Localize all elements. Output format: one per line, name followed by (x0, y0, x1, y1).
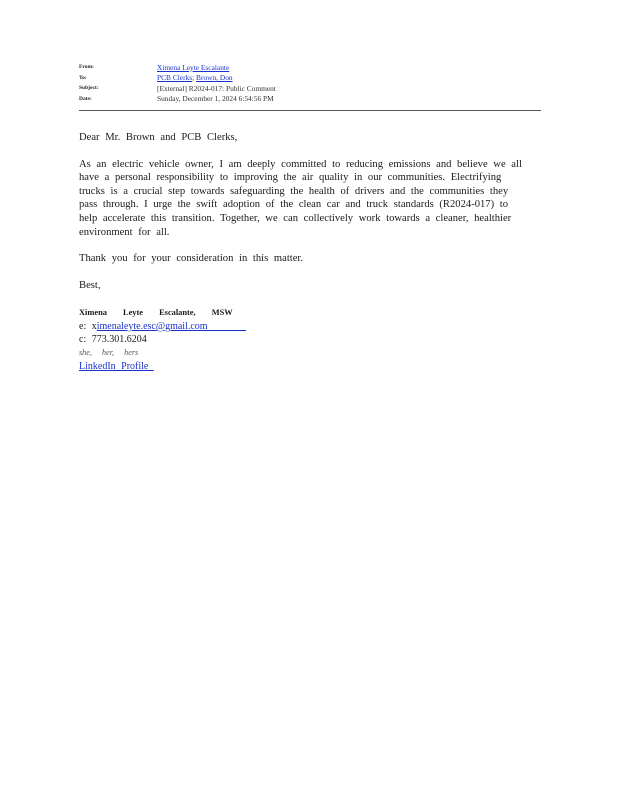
subject-label: Subject: (79, 85, 99, 92)
to-link-brown-don[interactable]: Brown, Don (196, 73, 233, 83)
from-link[interactable]: Ximena Leyte Escalante (157, 62, 230, 72)
header-divider (79, 110, 541, 111)
to-label: To: (79, 74, 87, 81)
thanks-line: Thank you for your consideration in this matter. (79, 253, 304, 265)
paragraph-line: environment for all. (79, 226, 170, 238)
paragraph-line: As an electric vehicle owner, I am deeply committed to reducing emissions and believe we all (79, 158, 522, 170)
subject-value: [External] R2024-017: Public Comment (157, 83, 276, 93)
header-date-row (79, 94, 541, 105)
signature-block (79, 306, 541, 372)
from-label: From: (79, 64, 94, 71)
date-value: Sunday, December 1, 2024 6:54:56 PM (157, 94, 274, 104)
to-separator: ; (192, 73, 195, 83)
paragraph-line: trucks is a crucial step towards safeguarding the health of drivers and the communities they (79, 185, 509, 197)
linkedin-profile-link[interactable]: LinkedIn Profile (79, 360, 149, 372)
email-link[interactable]: imenaleyte.esc@gmail.com (96, 320, 208, 332)
email-body (79, 131, 541, 373)
signature-email (79, 320, 541, 333)
header-to-row (79, 73, 541, 84)
signature-name: Ximena Leyte Escalante, MSW (79, 308, 233, 318)
paragraph-line: help accelerate this transition. Together, we can collectively work towards a cleaner, healthier (79, 212, 512, 224)
body-paragraph (79, 158, 541, 240)
paragraph-line: have a personal responsibility to improving the air quality in our communities. Electrifying (79, 172, 502, 184)
to-link-pcb-clerks[interactable]: PCB Clerks (157, 73, 193, 83)
closing: Best, (79, 279, 101, 291)
email-header (79, 62, 541, 104)
paragraph-line: pass through. I urge the swift adoption of the clean car and truck standards (R2024-017) to (79, 199, 509, 211)
header-subject-row (79, 83, 541, 94)
signature-phone: c: 773.301.6204 (79, 333, 147, 345)
header-from-row (79, 62, 541, 73)
signature-pronouns: she, her, hers (79, 347, 139, 357)
date-label: Date: (79, 95, 92, 102)
greeting: Dear Mr. Brown and PCB Clerks, (79, 132, 238, 143)
email-prefix: e: x (79, 320, 97, 332)
